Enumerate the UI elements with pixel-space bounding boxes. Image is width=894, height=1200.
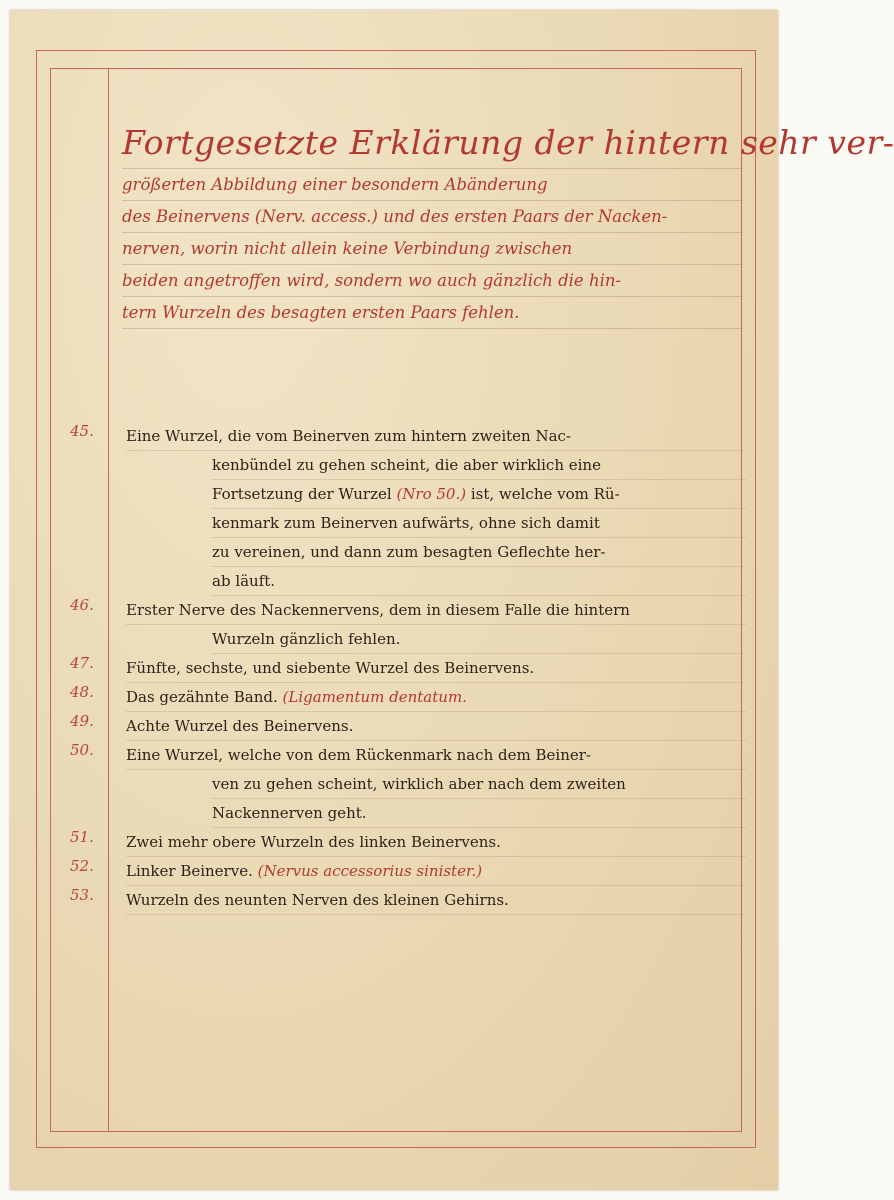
- latin-term: (Ligamentum dentatum.: [282, 688, 467, 706]
- entry-line: Nackennerven geht.: [212, 799, 746, 828]
- entry-line: [126, 857, 746, 886]
- entry-48: [70, 683, 746, 712]
- entry-number: 52.: [70, 857, 94, 875]
- entry-number: 45.: [70, 422, 94, 440]
- entry-text: Fortsetzung der Wurzel: [212, 485, 392, 503]
- cross-reference: (Nro 50.): [396, 485, 467, 503]
- title-line: nerven, worin nicht allein keine Verbindung zwischen: [122, 233, 742, 265]
- entry-number: 46.: [70, 596, 94, 614]
- entry-line: Eine Wurzel, welche von dem Rückenmark nach dem Beiner-: [126, 741, 746, 770]
- entry-46: [70, 596, 746, 654]
- entry-line: Fünfte, sechste, und siebente Wurzel des Beinervens.: [126, 654, 746, 683]
- title-line: Fortgesetzte Erklärung der hintern sehr ver-: [122, 118, 742, 169]
- entry-45: [70, 422, 746, 596]
- entry-line: [126, 683, 746, 712]
- entry-line: kenmark zum Beinerven aufwärts, ohne sich damit: [212, 509, 746, 538]
- entry-52: [70, 857, 746, 886]
- entry-number: 47.: [70, 654, 94, 672]
- entry-line: Achte Wurzel des Beinervens.: [126, 712, 746, 741]
- entry-line: ab läuft.: [212, 567, 746, 596]
- entry-50: [70, 741, 746, 828]
- entry-number: 48.: [70, 683, 94, 701]
- entry-line: Wurzeln des neunten Nerven des kleinen Gehirns.: [126, 886, 746, 915]
- entry-line: Eine Wurzel, die vom Beinerven zum hintern zweiten Nac-: [126, 422, 746, 451]
- manuscript-page: [10, 10, 894, 1190]
- entry-text: ist, welche vom Rü-: [466, 485, 620, 503]
- entry-text: Linker Beinerve.: [126, 862, 253, 880]
- entry-text: Das gezähnte Band.: [126, 688, 278, 706]
- title-line: beiden angetroffen wird, sondern wo auch gänzlich die hin-: [122, 265, 742, 297]
- latin-term: (Nervus accessorius sinister.): [257, 862, 483, 880]
- title-line: größerten Abbildung einer besondern Abänderung: [122, 169, 742, 201]
- entry-number: 51.: [70, 828, 94, 846]
- entry-number: 49.: [70, 712, 94, 730]
- entry-line: zu vereinen, und dann zum besagten Geflechte her-: [212, 538, 746, 567]
- entry-47: [70, 654, 746, 683]
- title-line: des Beinervens (Nerv. access.) und des ersten Paars der Nacken-: [122, 201, 742, 233]
- entry-number: 53.: [70, 886, 94, 904]
- entry-line: Erster Nerve des Nackennervens, dem in diesem Falle die hintern: [126, 596, 746, 625]
- title-line: tern Wurzeln des besagten ersten Paars fehlen.: [122, 297, 742, 329]
- entry-51: [70, 828, 746, 857]
- entry-49: [70, 712, 746, 741]
- entry-line: [212, 480, 746, 509]
- entry-53: [70, 886, 746, 915]
- entry-number: 50.: [70, 741, 94, 759]
- entry-list: [70, 422, 746, 915]
- entry-line: ven zu gehen scheint, wirklich aber nach dem zweiten: [212, 770, 746, 799]
- entry-line: Zwei mehr obere Wurzeln des linken Beinervens.: [126, 828, 746, 857]
- entry-line: kenbündel zu gehen scheint, die aber wirklich eine: [212, 451, 746, 480]
- page-title: [122, 118, 894, 329]
- entry-line: Wurzeln gänzlich fehlen.: [212, 625, 746, 654]
